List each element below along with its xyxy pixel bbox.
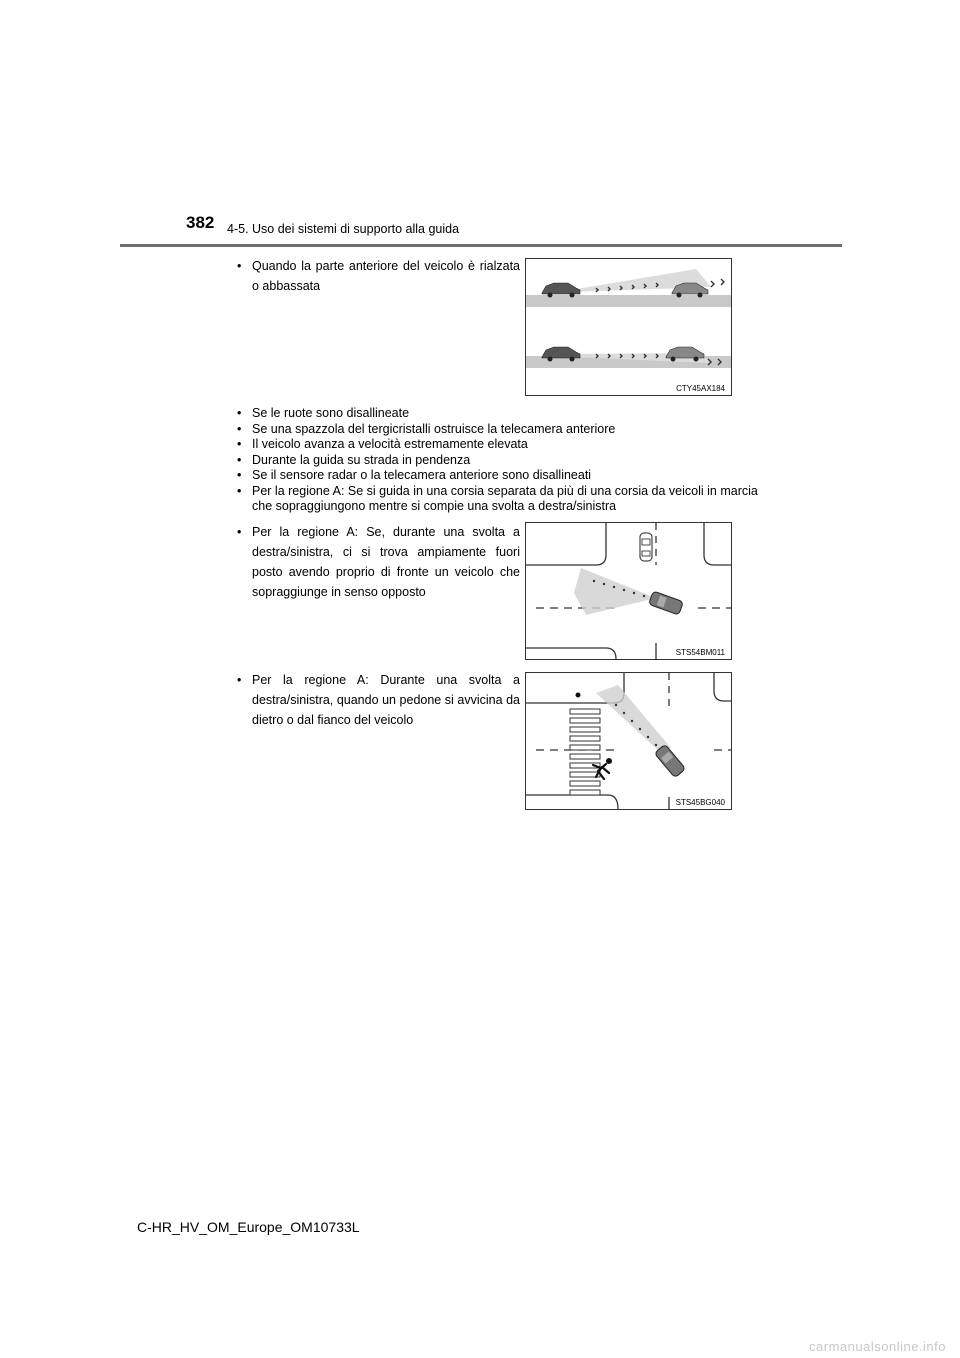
list-item: • Per la regione A: Se si guida in una corsia separata da più di una corsia da veicoli in marcia che sopraggiungono mentre si compie una svolta a destra/sinistra bbox=[237, 484, 762, 515]
list-item: • Se le ruote sono disallineate bbox=[237, 406, 762, 422]
figure-turn-pedestrian bbox=[525, 672, 732, 810]
list-item: • Durante la guida su strada in pendenza bbox=[237, 453, 762, 469]
document-code: C-HR_HV_OM_Europe_OM10733L bbox=[137, 1219, 360, 1235]
figure-code: STS45BG040 bbox=[675, 798, 725, 807]
figure-code: CTY45AX184 bbox=[676, 384, 725, 393]
figure-code: STS54BM011 bbox=[675, 648, 725, 657]
figure-turn-offset bbox=[525, 522, 732, 660]
bullet-front-raised: • Quando la parte anteriore del veicolo è rialzata o abbassata bbox=[237, 256, 520, 296]
conditions-list bbox=[237, 406, 762, 515]
figure-turn-offset-illustration bbox=[526, 523, 731, 659]
figure-turn-pedestrian-illustration bbox=[526, 673, 731, 809]
page-number: 382 bbox=[186, 213, 215, 232]
figure-front-raised-illustration bbox=[526, 259, 731, 395]
list-item: • Se una spazzola del tergicristalli ostruisce la telecamera anteriore bbox=[237, 422, 762, 438]
header-divider bbox=[120, 244, 842, 247]
bullet-turn-pedestrian: • Per la regione A: Durante una svolta a destra/sinistra, quando un pedone si avvicina da dietro o dal fianco del veicolo bbox=[237, 670, 520, 730]
figure-front-raised bbox=[525, 258, 732, 396]
watermark: carmanualsonline.info bbox=[809, 1339, 946, 1354]
bullet-turn-offset: • Per la regione A: Se, durante una svolta a destra/sinistra, ci si trova ampiamente fuori posto avendo proprio di fronte un veicolo che sopraggiunge in senso opposto bbox=[237, 522, 520, 602]
list-item: • Se il sensore radar o la telecamera anteriore sono disallineati bbox=[237, 468, 762, 484]
section-title: 4-5. Uso dei sistemi di supporto alla guida bbox=[227, 222, 460, 236]
list-item: • Il veicolo avanza a velocità estremamente elevata bbox=[237, 437, 762, 453]
